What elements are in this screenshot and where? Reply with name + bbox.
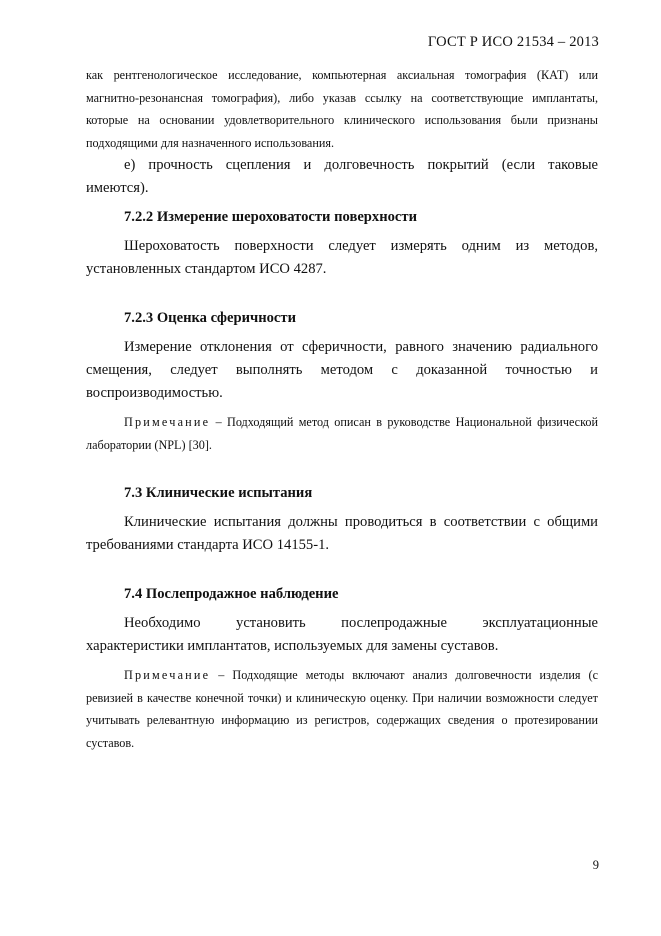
list-item-e: е) прочность сцепления и долговечность покрытий (если таковые имеются). (86, 157, 598, 196)
section-7-2-3-text: Измерение отклонения от сферичности, равного значению радиального смещения, следует выполнять методом с доказанной точностью и воспроизводимостью. (86, 339, 598, 401)
section-7-2-2-text: Шероховатость поверхности следует измерять одним из методов, установленных стандартом ИСО 4287. (86, 238, 598, 277)
document-header: ГОСТ Р ИСО 21534 – 2013 (427, 34, 599, 50)
intro-paragraph: как рентгенологическое исследование, компьютерная аксиальная томография (КАТ) или магнитно-резонансная томография), либо указав ссылку на соответствующие имплантаты, которые на основании удовлетворительного клинического использования были признаны подходящими для назначенного использования. (86, 68, 598, 150)
note-text: – Подходящие методы включают анализ долговечности изделия (с ревизией в качестве конечной точки) и клиническую оценку. При наличии возможности следует учитывать релевантную информацию из регистров, содержащих сведения о протезировании суставов. (86, 668, 598, 750)
note-label: Примечание (124, 668, 211, 682)
section-7-4-note (86, 664, 598, 754)
page-content (86, 64, 598, 754)
section-7-4-title: 7.4 Послепродажное наблюдение (124, 586, 339, 602)
page-number: 9 (592, 858, 599, 872)
section-7-2-3-title: 7.2.3 Оценка сферичности (124, 310, 296, 326)
section-7-4-text: Необходимо установить послепродажные эксплуатационные характеристики имплантатов, используемых для замены суставов. (86, 615, 598, 654)
note-label: Примечание (124, 415, 211, 429)
section-7-3-title: 7.3 Клинические испытания (124, 485, 313, 501)
note-text: – Подходящий метод описан в руководстве Национальной физической лаборатории (NPL) [30]. (86, 415, 598, 452)
section-7-3-text: Клинические испытания должны проводиться в соответствии с общими требованиями стандарта ИСО 14155-1. (86, 514, 598, 553)
section-7-2-3-note (86, 411, 598, 456)
section-7-2-2-title: 7.2.2 Измерение шероховатости поверхности (124, 209, 417, 225)
